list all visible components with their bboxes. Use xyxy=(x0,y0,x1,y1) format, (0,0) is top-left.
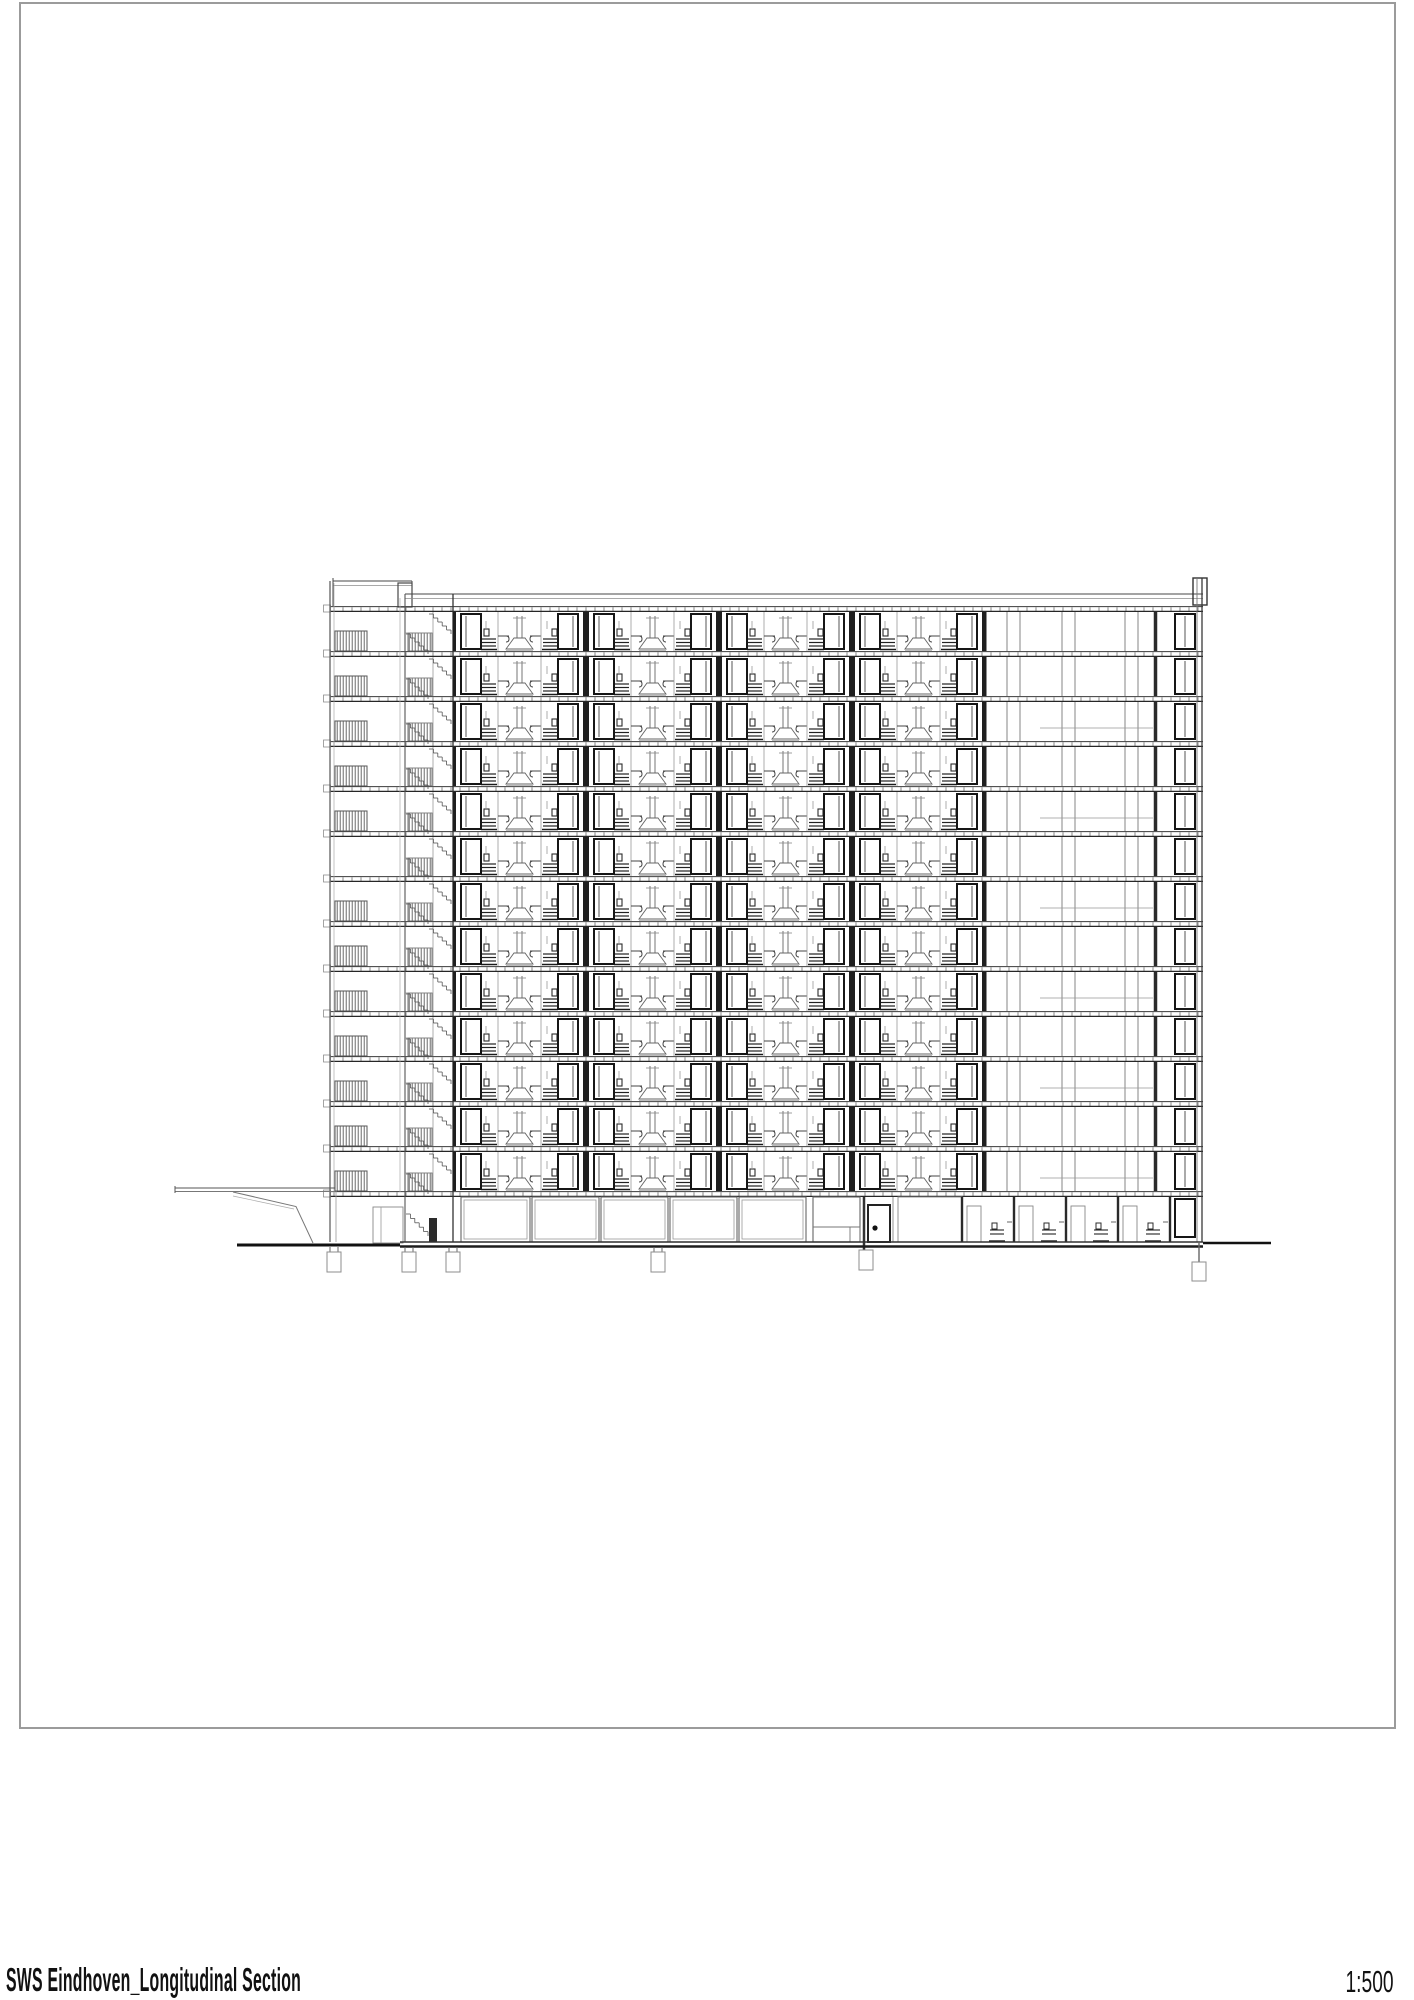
floor-row xyxy=(335,927,1195,969)
floor-row xyxy=(335,1017,1195,1059)
drawing-title: SWS Eindhoven_Longitudinal Section xyxy=(6,1961,302,1998)
floor-row xyxy=(335,747,1195,789)
floor-row xyxy=(335,882,1195,924)
floor-row xyxy=(335,702,1195,744)
scale-label: 1:500 xyxy=(1345,1964,1394,1999)
floor-row xyxy=(335,1152,1195,1194)
floor-row xyxy=(335,657,1195,699)
foundations xyxy=(327,1243,1206,1281)
entrance-canopy xyxy=(175,1186,335,1243)
floor-row xyxy=(335,1062,1195,1104)
floor-row xyxy=(335,972,1195,1014)
floor-row xyxy=(335,612,1195,654)
floor-row xyxy=(405,837,1195,879)
roof-parapet xyxy=(333,578,1207,607)
floor-row xyxy=(335,792,1195,834)
floor-row xyxy=(335,1107,1195,1149)
ground-floor xyxy=(330,1191,1203,1250)
wc-stalls xyxy=(962,1197,1168,1242)
